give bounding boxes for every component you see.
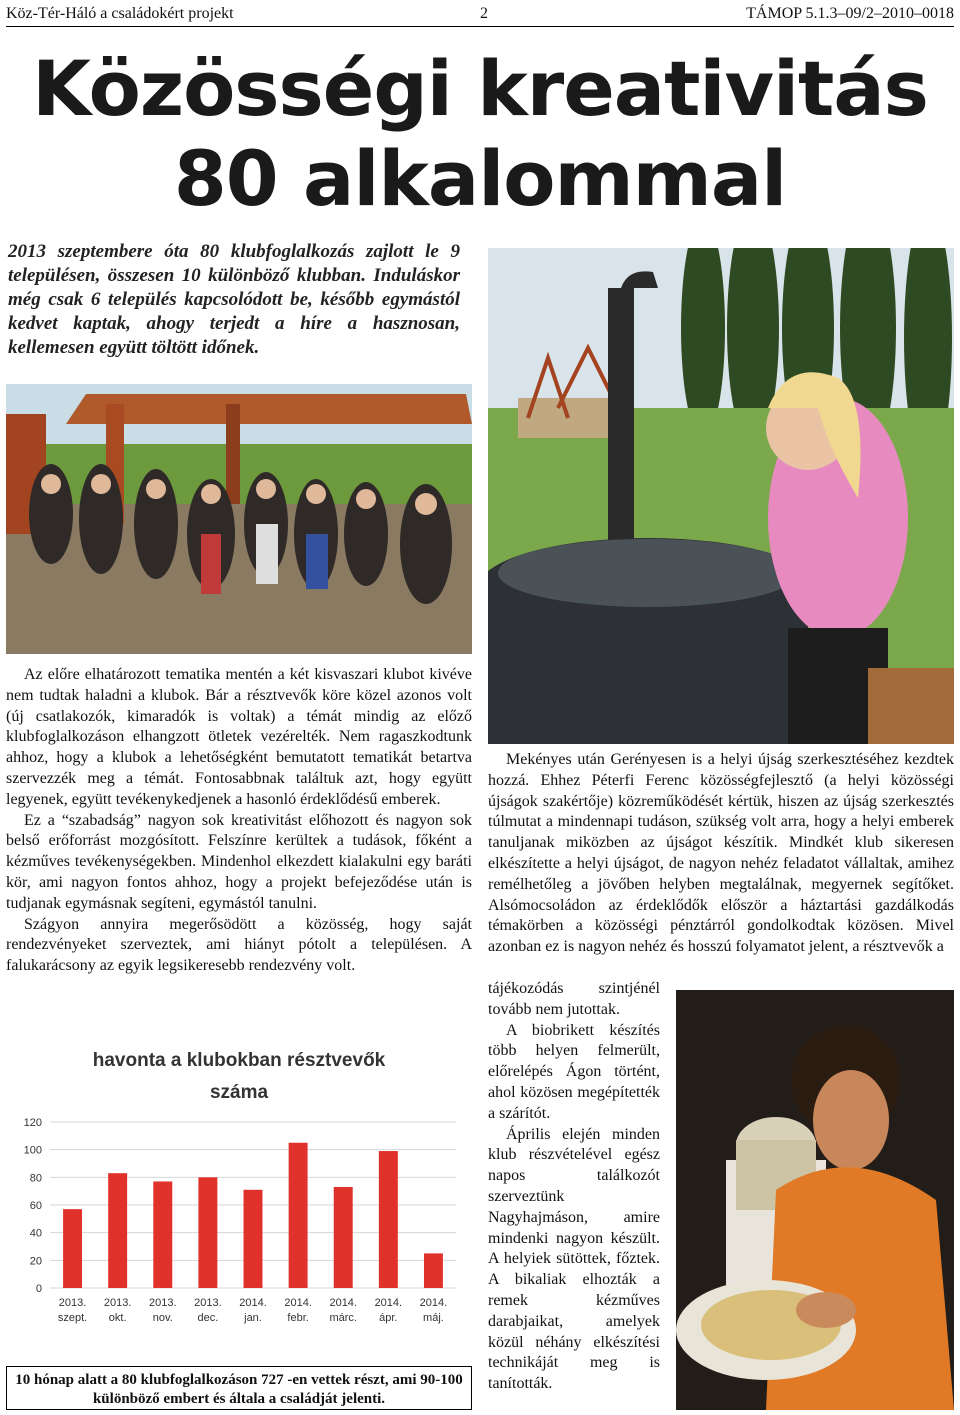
chart-x-label: 2014. ápr.	[374, 1297, 403, 1324]
chart-bar	[244, 1190, 263, 1288]
chart-x-label: 2014. jan.	[239, 1297, 267, 1324]
chart-x-label: 2013. okt.	[103, 1297, 132, 1324]
chart-y-tick-label: 100	[23, 1144, 42, 1157]
chart-bar	[153, 1181, 172, 1288]
chart-bar	[289, 1143, 308, 1288]
left-paragraph-3: Szágyon annyira megerősödött a közösség, hogy saját rendezvényeket szerveztek, ami hiányt pótolt a településen. A falukarácsony az egyik legsikeresebb rendezvény volt.	[6, 915, 472, 975]
chart-bar	[63, 1209, 82, 1288]
chart-x-label: 2013. szept.	[57, 1297, 88, 1324]
header-project-name: Köz-Tér-Háló a családokért projekt	[6, 5, 234, 22]
chart-x-label: 2014. márc.	[329, 1297, 357, 1324]
chart-y-tick-label: 20	[29, 1255, 42, 1268]
chart-x-label: 2014. máj.	[419, 1297, 448, 1324]
chart-y-tick-label: 60	[29, 1200, 42, 1212]
chart-y-ticks	[24, 1117, 42, 1295]
chart-y-tick-label: 0	[35, 1283, 42, 1295]
chart-x-labels	[58, 1297, 447, 1324]
photo-woman-baking	[676, 990, 954, 1410]
chart-x-label: 2014. febr.	[284, 1297, 312, 1324]
chart-y-tick-label: 120	[23, 1117, 42, 1129]
left-paragraph-2: Ez a “szabadság” nagyon sok kreativitást előhozott és nagyon sok belső erőforrást mozgósított. Felszínre kerültek a tudások, főként a kézműves tevékenységekben. Mindenhol elkezdett kialakulni egy baráti kör, ami nagyon fontos ahhoz, hogy a projekt befejeződése után is tudjanak egymásnak segíteni, egymástól tanulni.	[6, 811, 472, 912]
chart-x-label: 2013. dec.	[194, 1297, 222, 1324]
article-title-line1: Közösségi kreativitás	[32, 44, 928, 133]
chart-title: havonta a klubokban résztvevők száma	[92, 1050, 386, 1103]
right-paragraph-3: Április elején minden klub részvételével egész napos találkozót szerveztünk Nagyhajmáson, amire mindenki nagyon készült. A helyiek sütöttek, főztek. A bikaliak elhozták a remek kézműves darabjaikat, amelyek közül néhány elkészítési technikáját meg is tanították.	[488, 1125, 660, 1393]
left-paragraph-1: Az előre elhatározott tematika mentén a két kisvaszari klubot kivéve nem tudtak haladni a klubok. Bár a résztvevők köre közel azonos volt (új csatlakozók, kimaradók is voltak) a témát mindig az előző klubfoglalkozáson elhangzott ötletek vezérelték. Nem ragaszkodtunk ahhoz, hogy a klubok a lehetőségként bemutatott tematikát betartva szervezzék meg a témát. Fontosabbnak találtuk azt, hogy együtt legyenek, együtt tevékenykedjenek a hasonló érdeklődésű emberek.	[6, 666, 472, 808]
chart-bar	[108, 1173, 127, 1288]
header-program-code: TÁMOP 5.1.3–09/2–2010–0018	[746, 5, 954, 22]
chart-x-label: 2013. nov.	[149, 1297, 177, 1324]
right-narrow-column	[488, 979, 660, 1395]
right-paragraph-2: A biobrikett készítés több helyen felmerült, előrelépés Ágon történt, ahol közösen megépítették a szárítót.	[488, 1021, 660, 1122]
participants-bar-chart	[6, 1040, 472, 1340]
chart-bars	[63, 1143, 443, 1288]
left-column-text	[6, 665, 472, 977]
article-lead: 2013 szeptembere óta 80 klubfoglalkozás zajlott le 9 településen, összesen 10 különböző klubban. Induláskor még csak 6 település kapcsolódott be, később egymástól kedvet kaptak, ahogy terjedt a híre a hasznosan, kellemesen együtt töltött időnek.	[8, 241, 460, 358]
chart-bar	[424, 1253, 443, 1288]
photo-club-meeting-pavilion	[6, 384, 472, 654]
chart-caption: 10 hónap alatt a 80 klubfoglalkozáson 727 -en vettek részt, ami 90-100 különböző embert és általa a családját jelenti.	[6, 1366, 472, 1410]
chart-bar	[379, 1151, 398, 1288]
chart-bar	[198, 1177, 217, 1288]
right-column-text	[488, 750, 954, 958]
header-page-number: 2	[480, 5, 488, 22]
right-paragraph-1: Mekényes után Gerényesen is a helyi újság szerkesztéséhez kezdtek hozzá. Ehhez Péterfi Ferenc közösségfejlesztő (a helyi közösségi újságok szakértője) közreműködését kértük, hiszen az újság szerkesztés túlmutat a mindennapi tudáson, szükség volt arra, hogy a helyi emberek tanuljanak miközben az újságot készítik. Mindkét klub sikeresen elkészítette a helyi újságot, de nagyon nehéz feladatot vállaltak, amihez remélhetőleg a jövőben helyben megtalálnak, megyernek segítőket. Alsómocsoládon az érdeklődők először a háztartási gazdálkodás témakörben a közösségi pénztárról gondolkodtak közösen. Mivel azonban ez is nagyon nehéz és hosszú folyamatot jelent, a résztvevők a	[488, 751, 954, 956]
chart-svg	[6, 1040, 472, 1340]
right-paragraph-1-cont: tájékozódás szintjénél tovább nem jutottak.	[488, 980, 660, 1018]
page-header	[6, 4, 954, 27]
photo-cooking-cauldron	[488, 248, 954, 744]
article-title-line2: 80 alkalommal	[173, 134, 787, 223]
chart-y-tick-label: 40	[29, 1227, 42, 1240]
chart-y-tick-label: 80	[29, 1172, 42, 1185]
chart-bar	[334, 1187, 353, 1288]
